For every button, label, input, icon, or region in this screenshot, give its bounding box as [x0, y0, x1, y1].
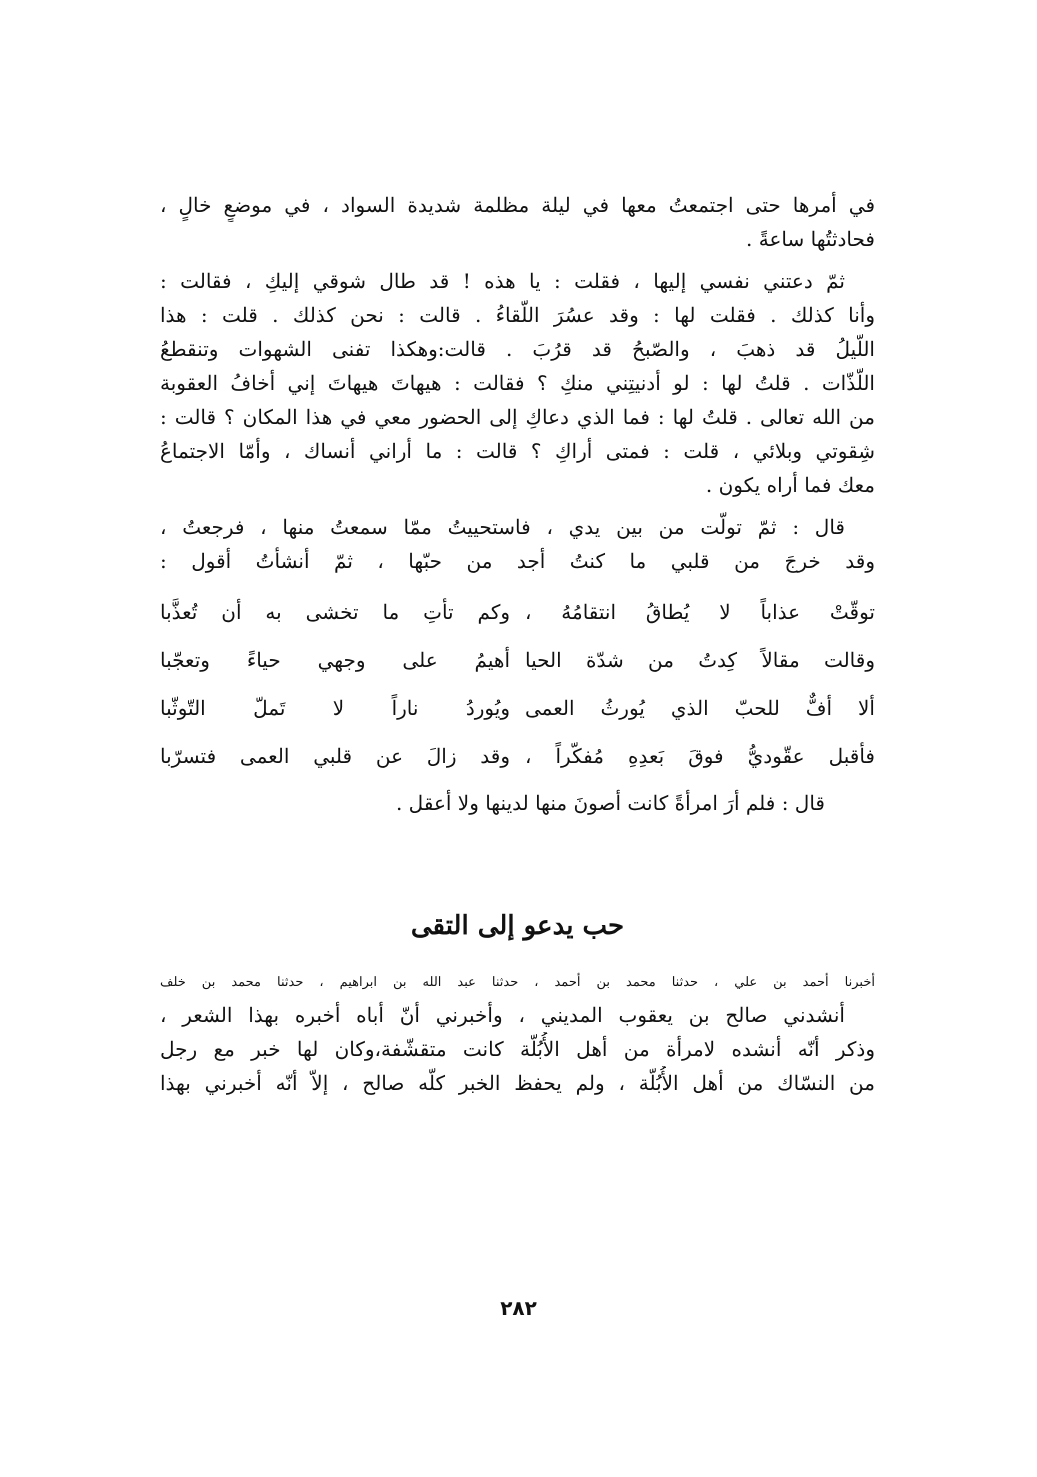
poem-verse: [160, 588, 875, 636]
dialogue-line: اللّيلُ قد ذهبَ ، والصّبحُ قد قرُبَ . قالت:وهكذا تفنى الشهوات وتنقطعُ: [160, 337, 875, 361]
poem-verse: [160, 684, 875, 732]
final-line: من النسّاك من أهل الأُبُلّة ، ولم يحفظ الخبر كلّه صالح ، إلاّ أنّه أخبرني بهذا: [160, 1071, 875, 1095]
isnad-chain: أخبرنا أحمد بن علي ، حدثنا محمد بن أحمد ، حدثنا عبد الله بن ابراهيم ، حدثنا محمد بن خلف: [160, 975, 875, 990]
verse-first-hemistich: ألا أفٌّ للحبّ الذي يُورثُ العمى: [525, 696, 875, 720]
verse-second-hemistich: أهيمُ على وجهي حياءً وتعجّبا: [160, 648, 510, 672]
page-body: [160, 188, 875, 1100]
dialogue-line: معك فما أراه يكون .: [705, 473, 875, 497]
final-line: أنشدني صالح بن يعقوب المديني ، وأخبرني أنّ أباه أخبره بهذا الشعر ،: [160, 1003, 845, 1027]
departure-line: وقد خرجَ من قلبي ما كنتُ أجد من حبّها ، ثمّ أنشأتُ أقول :: [160, 549, 875, 573]
paragraph-gap: [160, 256, 875, 264]
verse-first-hemistich: فأقبل عقّوديُّ فوقَ بَعدِهِ مُفكّراً ،: [525, 744, 875, 768]
paragraph-gap: [160, 502, 875, 510]
verse-first-hemistich: توقّتْ عذاباً لا يُطاقُ انتقامُهُ ،: [525, 600, 875, 624]
closing-line: قال : فلم أرَ امرأةً كانت أصونَ منها لدينها ولا أعقل .: [395, 791, 825, 815]
departure-line: قال : ثمّ تولّت من بين يدي ، فاستحييتُ ممّا سمعتُ منها ، فرجعتُ ،: [160, 515, 845, 539]
dialogue-line: اللّذّات . قلتُ لها : لو أدنيتِني منكِ ؟ فقالت : هيهاتَ هيهاتَ إني أخافُ العقوبة: [160, 371, 875, 395]
dialogue-line: ثمّ دعتني نفسي إليها ، فقلت : يا هذه ! قد طال شوقي إليكِ ، فقالت :: [160, 269, 845, 293]
verse-second-hemistich: وقد زالَ عن قلبي العمى فتسرّبا: [160, 744, 510, 768]
verse-first-hemistich: وقالت مقالاً كِدتُ من شدّة الحيا: [525, 648, 875, 672]
poem-verse: [160, 636, 875, 684]
verse-second-hemistich: ويُوردُ ناراً لا تَملّ التّوثّبا: [160, 696, 510, 720]
body-line: فحادثتُها ساعةً .: [746, 227, 875, 251]
section-title: حب يدعو إلى التقى: [410, 911, 625, 941]
final-line: وذكر أنّه أنشده لامرأة من أهل الأُبُلّة كانت متقشّفة،وكان لها خبر مع رجل: [160, 1037, 875, 1061]
page-number: ٢٨٢: [500, 1296, 537, 1320]
dialogue-line: وأنا كذلك . فقلت لها : وقد عسُرَ اللّقاءُ . قالت : نحن كذلك . قلت : هذا: [160, 303, 875, 327]
dialogue-line: شِقوتي وبلائي ، قلت : فمتى أراكِ ؟ قالت : ما أراني أنساك ، وأمّا الاجتماعُ: [160, 439, 875, 463]
poem: [160, 588, 875, 780]
poem-verse: [160, 732, 875, 780]
body-line: في أمرها حتى اجتمعتُ معها في ليلة مظلمة شديدة السواد ، في موضعٍ خالٍ ،: [160, 193, 875, 217]
verse-second-hemistich: وكم تأتِ ما تخشى به أن تُعذَّبا: [160, 600, 510, 624]
dialogue-line: من الله تعالى . قلتُ لها : فما الذي دعاكِ إلى الحضور معي في هذا المكان ؟ قالت :: [160, 405, 875, 429]
